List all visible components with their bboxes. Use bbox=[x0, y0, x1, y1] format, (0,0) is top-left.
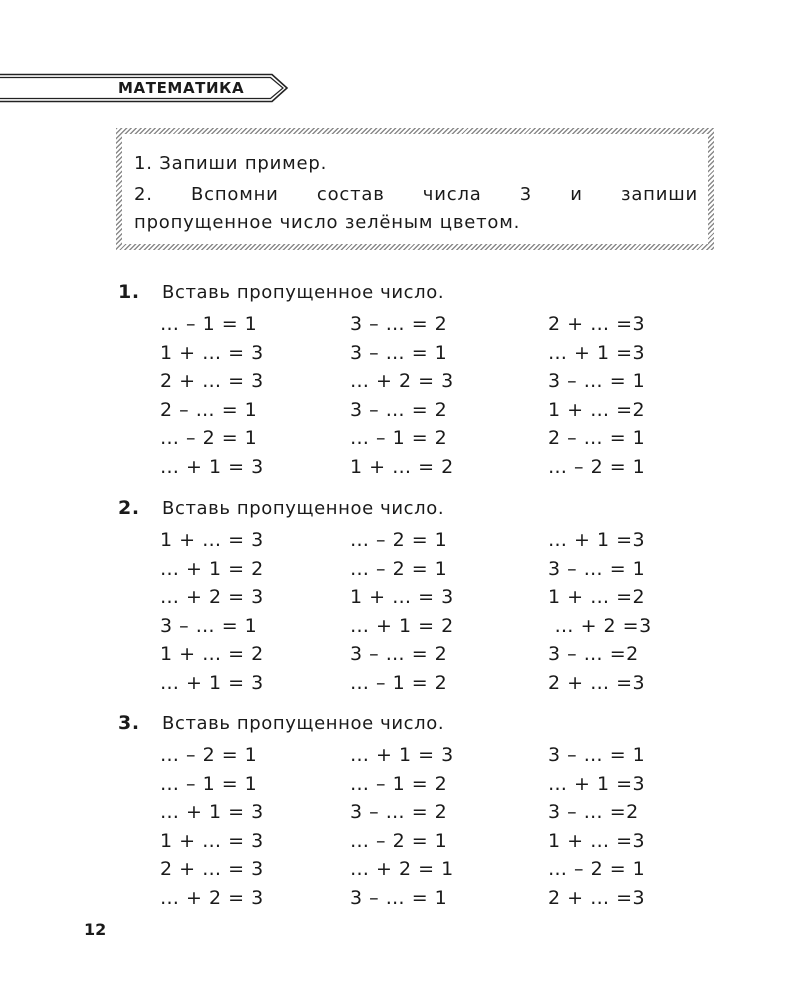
example: … + 1 = 3 bbox=[160, 671, 264, 694]
example-row bbox=[160, 670, 680, 699]
example-row bbox=[160, 641, 680, 670]
example-row bbox=[160, 556, 680, 585]
example: … – 2 = 1 bbox=[160, 744, 258, 766]
example-row bbox=[160, 425, 680, 454]
example-row bbox=[160, 856, 680, 885]
example: … + 1 = 3 bbox=[160, 455, 264, 478]
example-row bbox=[160, 742, 680, 771]
example: … + 2 = 1 bbox=[350, 858, 454, 881]
example: 3 – … =2 bbox=[548, 801, 639, 824]
example: 1 + … = 2 bbox=[160, 643, 264, 666]
example: 3 – … = 1 bbox=[160, 614, 258, 637]
example: 3 – … = 1 bbox=[548, 744, 646, 766]
section-title: МАТЕМАТИКА bbox=[118, 79, 245, 97]
example: … – 2 = 1 bbox=[548, 858, 646, 881]
task-3-heading bbox=[118, 711, 444, 736]
example: … + 2 =3 bbox=[548, 614, 652, 637]
task-title: Вставь пропущенное число. bbox=[162, 498, 445, 519]
task-title: Вставь пропущенное число. bbox=[162, 282, 445, 303]
example-row bbox=[160, 799, 680, 828]
example-row bbox=[160, 828, 680, 857]
example-row bbox=[160, 340, 680, 369]
example: … – 2 = 1 bbox=[350, 529, 448, 551]
example: 1 + … = 3 bbox=[350, 586, 454, 609]
example: 2 + … =3 bbox=[548, 671, 646, 694]
example: 3 – … = 1 bbox=[548, 557, 646, 580]
task-1-heading bbox=[118, 280, 444, 305]
example: … – 1 = 1 bbox=[160, 772, 258, 795]
example: … – 1 = 2 bbox=[350, 427, 448, 450]
example: … – 1 = 1 bbox=[160, 313, 258, 335]
task-2-examples bbox=[160, 527, 680, 699]
example: 2 + … = 3 bbox=[160, 858, 264, 881]
example: 1 + … = 3 bbox=[160, 829, 264, 852]
example-row bbox=[160, 613, 680, 642]
example: 2 – … = 1 bbox=[160, 398, 258, 421]
example-row bbox=[160, 454, 680, 483]
example: 3 – … = 1 bbox=[350, 341, 448, 364]
task-1-examples bbox=[160, 311, 680, 483]
example: … + 1 =3 bbox=[548, 341, 646, 364]
instruction-line-3: пропущенное число зелёным цветом. bbox=[134, 212, 521, 233]
example: 1 + … = 2 bbox=[350, 455, 454, 478]
section-header bbox=[0, 73, 290, 103]
example: 3 – … = 2 bbox=[350, 801, 448, 824]
page-number: 12 bbox=[84, 920, 107, 939]
task-number: 1. bbox=[118, 281, 140, 303]
instruction-line-1: 1. Запиши пример. bbox=[134, 153, 328, 174]
instruction-line-2: 2. Вспомни состав числа 3 и запиши bbox=[134, 184, 698, 205]
example: … – 1 = 2 bbox=[350, 671, 448, 694]
example: 2 + … =3 bbox=[548, 313, 646, 335]
task-title: Вставь пропущенное число. bbox=[162, 713, 445, 734]
example: 3 – … = 2 bbox=[350, 398, 448, 421]
example: … – 2 = 1 bbox=[548, 455, 646, 478]
example: 1 + … = 3 bbox=[160, 529, 264, 551]
task-number: 3. bbox=[118, 712, 140, 734]
example: 2 – … = 1 bbox=[548, 427, 646, 450]
example: … + 2 = 3 bbox=[350, 370, 454, 393]
example-row bbox=[160, 885, 680, 914]
example: 3 – … = 2 bbox=[350, 313, 448, 335]
example: … + 1 = 2 bbox=[160, 557, 264, 580]
example: 2 + … =3 bbox=[548, 886, 646, 909]
instruction-box bbox=[116, 128, 714, 250]
example: 1 + … =2 bbox=[548, 398, 646, 421]
example: … + 2 = 3 bbox=[160, 586, 264, 609]
example: 3 – … = 2 bbox=[350, 643, 448, 666]
example: … + 1 =3 bbox=[548, 772, 646, 795]
task-2-heading bbox=[118, 496, 444, 521]
example: 1 + … =2 bbox=[548, 586, 646, 609]
example-row bbox=[160, 397, 680, 426]
example-row bbox=[160, 368, 680, 397]
example-row bbox=[160, 311, 680, 340]
example: … + 1 = 3 bbox=[350, 744, 454, 766]
task-number: 2. bbox=[118, 497, 140, 519]
example: … – 2 = 1 bbox=[350, 829, 448, 852]
example: … – 1 = 2 bbox=[350, 772, 448, 795]
example: 1 + … =3 bbox=[548, 829, 646, 852]
task-3-examples bbox=[160, 742, 680, 914]
example: … – 2 = 1 bbox=[160, 427, 258, 450]
example-row bbox=[160, 527, 680, 556]
example: … + 2 = 3 bbox=[160, 886, 264, 909]
example: … – 2 = 1 bbox=[350, 557, 448, 580]
example-row bbox=[160, 584, 680, 613]
example: 3 – … = 1 bbox=[548, 370, 646, 393]
example: 2 + … = 3 bbox=[160, 370, 264, 393]
example: 3 – … =2 bbox=[548, 643, 639, 666]
example: … + 1 = 2 bbox=[350, 614, 454, 637]
example: … + 1 =3 bbox=[548, 529, 646, 551]
example: … + 1 = 3 bbox=[160, 801, 264, 824]
example-row bbox=[160, 771, 680, 800]
example: 1 + … = 3 bbox=[160, 341, 264, 364]
example: 3 – … = 1 bbox=[350, 886, 448, 909]
